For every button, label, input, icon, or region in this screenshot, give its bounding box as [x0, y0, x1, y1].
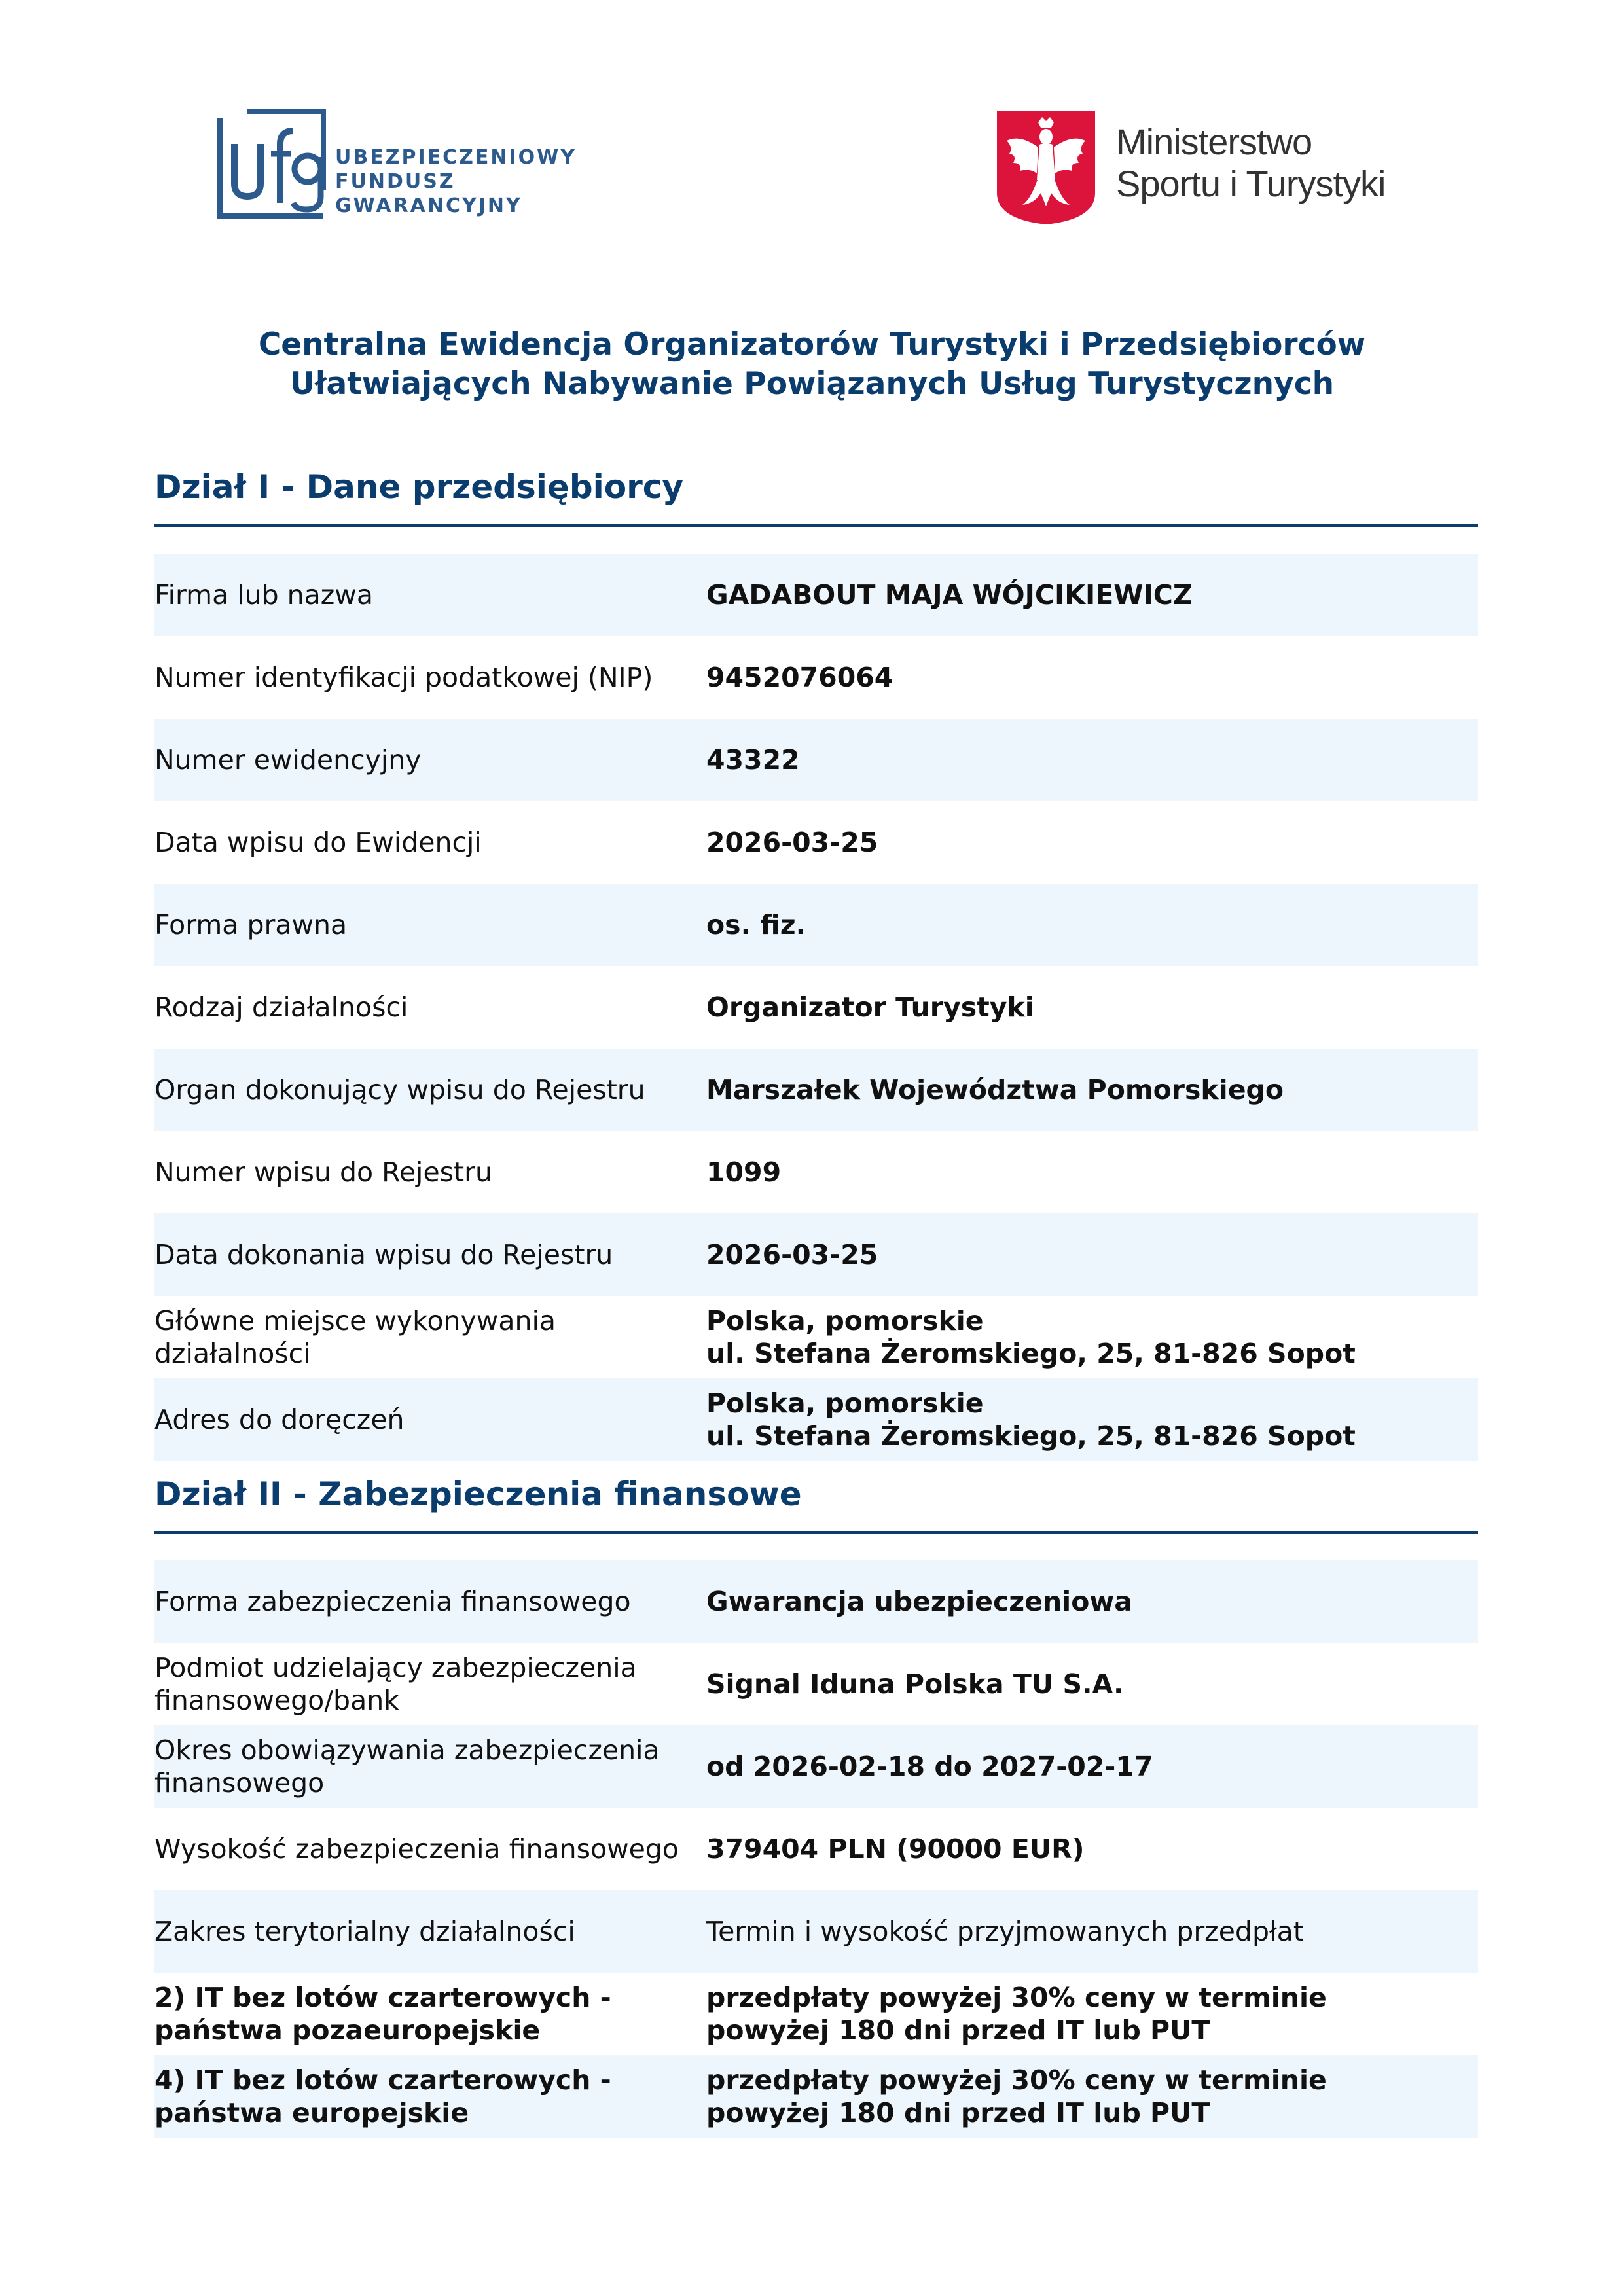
row-value: GADABOUT MAJA WÓJCIKIEWICZ: [706, 579, 1193, 611]
section-1-title: Dział I - Dane przedsiębiorcy: [154, 468, 684, 506]
title-line-2: Ułatwiających Nabywanie Powiązanych Usług Turystycznych: [289, 366, 1335, 402]
table-row: [154, 636, 1478, 719]
row-label: Organ dokonujący wpisu do Rejestru: [154, 1074, 645, 1105]
row-value: 2026-03-25: [706, 1239, 878, 1270]
row-value: Gwarancja ubezpieczeniowa: [706, 1586, 1132, 1617]
row-label: Forma prawna: [154, 909, 348, 941]
row-value: 43322: [706, 744, 800, 776]
row-label: Data dokonania wpisu do Rejestru: [154, 1239, 613, 1270]
table-row: [154, 1213, 1478, 1296]
row-value: Marszałek Województwa Pomorskiego: [706, 1074, 1284, 1105]
table-row: [154, 1808, 1478, 1890]
document-title: [0, 325, 1624, 404]
section-1-table: [154, 554, 1478, 1461]
table-row: [154, 966, 1478, 1049]
row-value: os. fiz.: [706, 909, 806, 941]
row-value: Organizator Turystyki: [706, 992, 1034, 1023]
polish-eagle-emblem-icon: [994, 108, 1098, 226]
row-label: Rodzaj działalności: [154, 992, 408, 1023]
section-2-divider: [154, 1531, 1478, 1534]
table-row: [154, 1131, 1478, 1213]
section-2-table: [154, 1560, 1478, 2138]
table-row: [154, 554, 1478, 636]
scope-value: przedpłaty powyżej 30% ceny w terminie powyżej 180 dni przed IT lub PUT: [706, 1982, 1327, 2046]
section-1-divider: [154, 524, 1478, 527]
table-row: [154, 719, 1478, 801]
section-2-title: Dział II - Zabezpieczenia finansowe: [154, 1475, 802, 1513]
ministry-logo-text: Ministerstwo Sportu i Turystyki: [1116, 121, 1386, 204]
scope-header-label: Zakres terytorialny działalności: [154, 1916, 575, 1947]
scope-row: [154, 2055, 1478, 2138]
row-label: Adres do doręczeń: [154, 1404, 405, 1435]
title-line-1: Centralna Ewidencja Organizatorów Turystyki i Przedsiębiorców: [258, 327, 1366, 363]
row-value: 9452076064: [706, 662, 893, 693]
table-row: [154, 801, 1478, 884]
row-label: Okres obowiązywania zabezpieczenia finansowego: [154, 1734, 660, 1799]
row-label: Numer ewidencyjny: [154, 744, 422, 776]
scope-value: przedpłaty powyżej 30% ceny w terminie powyżej 180 dni przed IT lub PUT: [706, 2064, 1327, 2128]
row-value: 1099: [706, 1157, 782, 1188]
scope-row: [154, 1973, 1478, 2055]
row-value: Polska, pomorskie ul. Stefana Żeromskiego, 25, 81-826 Sopot: [706, 1388, 1356, 1452]
table-row: [154, 1296, 1478, 1378]
row-label: Wysokość zabezpieczenia finansowego: [154, 1833, 679, 1865]
row-label: Podmiot udzielający zabezpieczenia finansowego/bank: [154, 1652, 637, 1716]
row-value: od 2026-02-18 do 2027-02-17: [706, 1751, 1153, 1782]
header-logos: [0, 0, 1624, 249]
table-row: [154, 1049, 1478, 1131]
table-row: [154, 1643, 1478, 1725]
row-label: Forma zabezpieczenia finansowego: [154, 1586, 631, 1617]
row-label: Główne miejsce wykonywania działalności: [154, 1305, 556, 1369]
scope-label: 2) IT bez lotów czarterowych - państwa pozaeuropejskie: [154, 1982, 611, 2046]
row-label: Firma lub nazwa: [154, 579, 373, 611]
table-row: [154, 884, 1478, 966]
scope-header-value: Termin i wysokość przyjmowanych przedpłat: [706, 1916, 1304, 1947]
table-row: [154, 1560, 1478, 1643]
table-row: [154, 1725, 1478, 1808]
row-value: 2026-03-25: [706, 827, 878, 858]
scope-header-row: [154, 1890, 1478, 1973]
row-label: Numer identyfikacji podatkowej (NIP): [154, 662, 653, 693]
row-value: Polska, pomorskie ul. Stefana Żeromskiego, 25, 81-826 Sopot: [706, 1305, 1356, 1369]
row-value: Signal Iduna Polska TU S.A.: [706, 1668, 1124, 1700]
scope-label: 4) IT bez lotów czarterowych - państwa europejskie: [154, 2064, 611, 2128]
row-value: 379404 PLN (90000 EUR): [706, 1833, 1085, 1865]
ufg-logo-text: UBEZPIECZENIOWY FUNDUSZ GWARANCYJNY: [335, 146, 577, 217]
row-label: Numer wpisu do Rejestru: [154, 1157, 492, 1188]
table-row: [154, 1378, 1478, 1461]
row-label: Data wpisu do Ewidencji: [154, 827, 482, 858]
